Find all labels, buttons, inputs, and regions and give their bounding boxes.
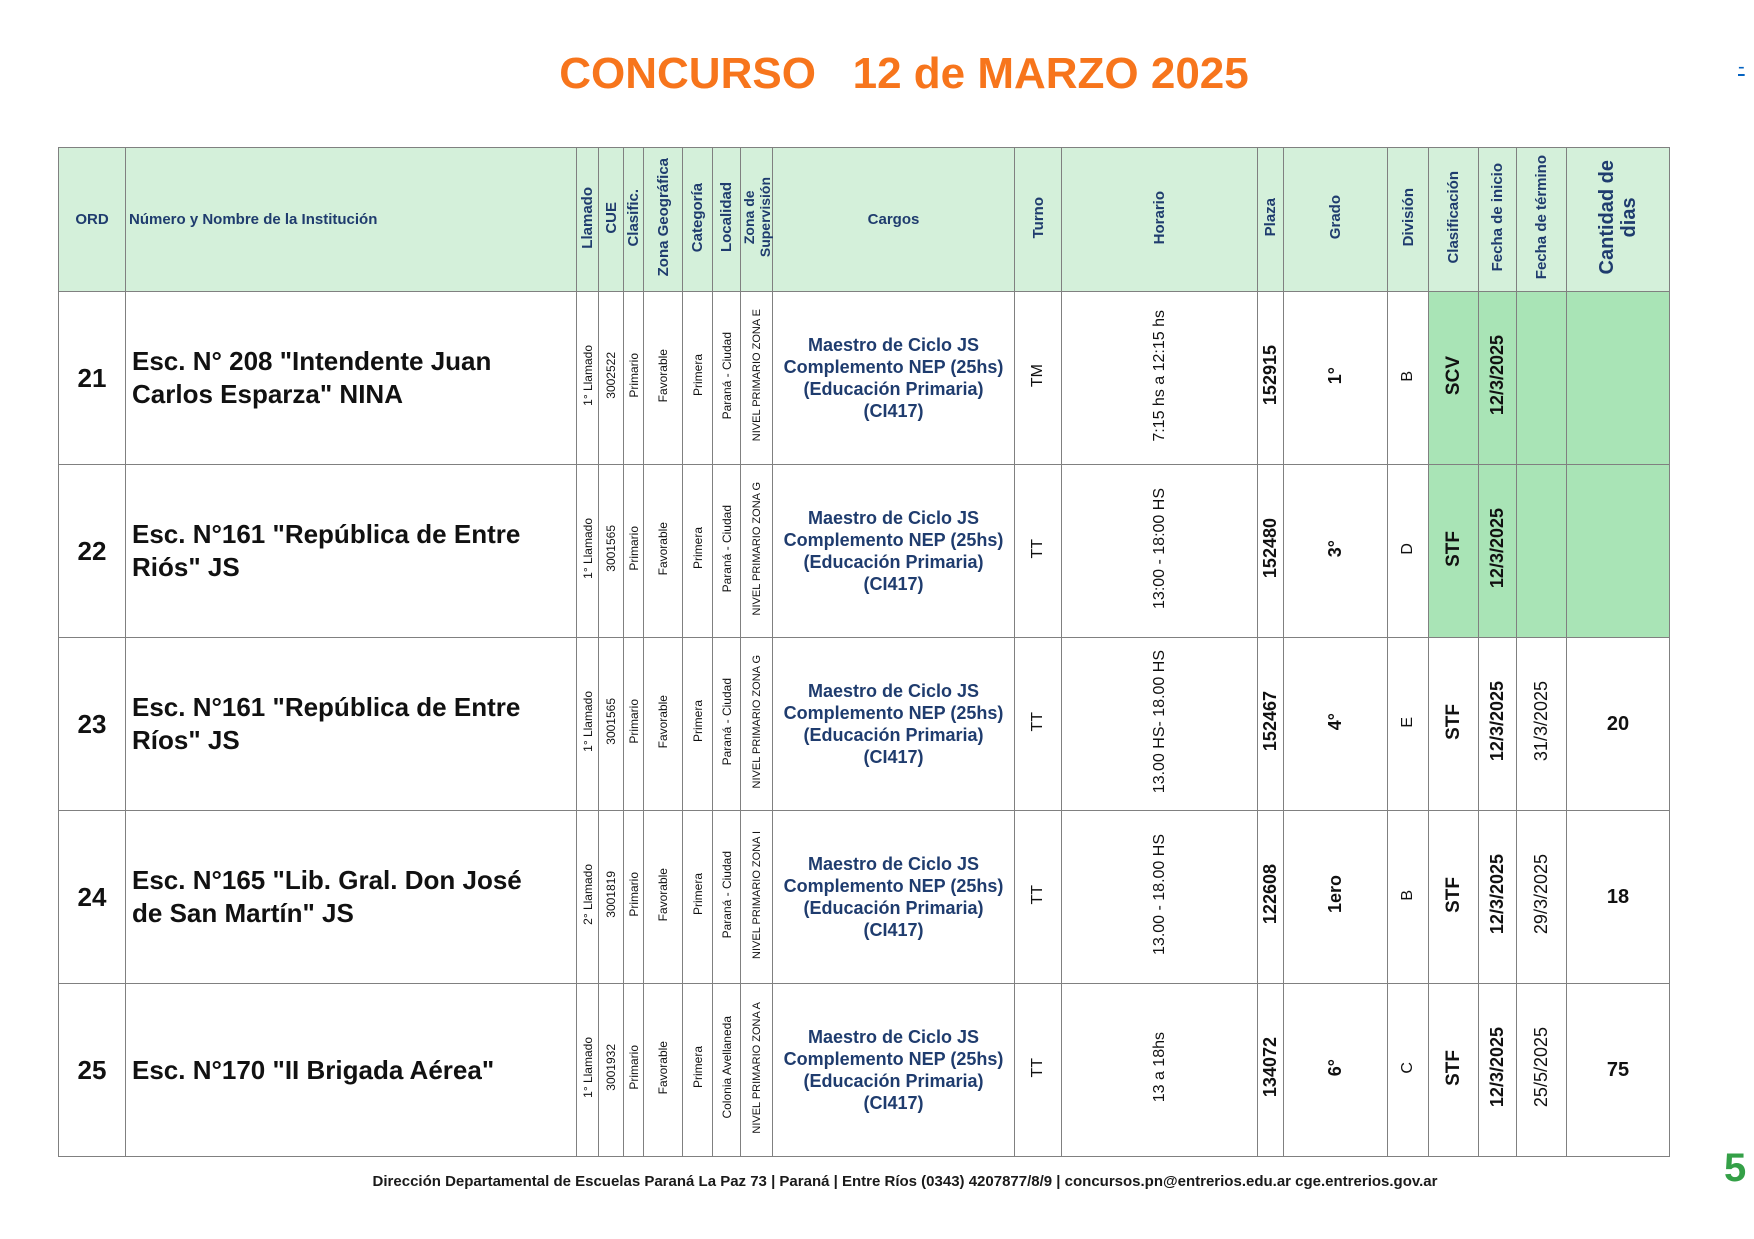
header-cue (599, 148, 624, 292)
division-cell (1388, 292, 1429, 465)
zona-geografica-value: Favorable (656, 694, 670, 749)
clasific-cell (624, 638, 644, 811)
header-grado (1284, 148, 1388, 292)
ord-number: 25 (77, 1054, 107, 1085)
fecha-inicio-value: 12/3/2025 (1487, 681, 1507, 762)
clasific-cell (624, 811, 644, 984)
cue-value: 3002522 (604, 352, 618, 399)
header-clasific-label: Clasific. (625, 188, 642, 247)
llamado-value: 1° Llamado (580, 345, 595, 406)
cargo-line: (CI417) (863, 747, 924, 767)
clasific-cell (624, 292, 644, 465)
plaza-cell (1258, 465, 1284, 638)
header-turno-label: Turno (1029, 196, 1047, 239)
horario-cell (1062, 292, 1258, 465)
header-llamado-label: Llamado (579, 186, 596, 249)
institution-cell (126, 292, 577, 465)
institution-name-line: Riós" JS (132, 552, 240, 582)
header-zona-supervision-line: Supervisión (757, 177, 773, 258)
cantidad-dias-cell (1567, 638, 1670, 811)
categoria-value: Primera (690, 1046, 705, 1089)
cue-cell (599, 984, 624, 1157)
zona-supervision-value: NIVEL PRIMARIO ZONA I (750, 830, 763, 959)
localidad-value: Paraná - Ciudad (719, 850, 734, 939)
cargo-line: Maestro de Ciclo JS (807, 681, 980, 701)
institution-name-line: Esc. N°170 "II Brigada Aérea" (132, 1054, 495, 1085)
horario-value: 13.00 - 18.00 HS (1150, 834, 1168, 955)
institution-cell (126, 984, 577, 1157)
header-institucion (126, 148, 577, 292)
ord-cell (59, 638, 126, 811)
grado-value: 6° (1325, 1058, 1345, 1077)
cargo-line: (Educación Primaria) (803, 725, 984, 745)
cargo-cell (773, 984, 1015, 1157)
plaza-cell (1258, 638, 1284, 811)
cargo-line: (Educación Primaria) (803, 1071, 984, 1091)
cue-value: 3001565 (604, 698, 618, 745)
ord-cell (59, 292, 126, 465)
table-row (59, 984, 1670, 1157)
header-cargos-label: Cargos (867, 211, 920, 228)
institution-name-line: Esc. N°161 "República de Entre (132, 692, 521, 722)
corner-link[interactable]: - (1738, 56, 1745, 78)
header-grado-label: Grado (1327, 195, 1344, 240)
fecha-termino-cell (1517, 984, 1567, 1157)
division-value: D (1399, 543, 1416, 555)
plaza-value: 122608 (1260, 864, 1280, 925)
localidad-value: Paraná - Ciudad (719, 331, 734, 420)
header-localidad (713, 148, 741, 292)
header-turno (1015, 148, 1062, 292)
concurso-table (58, 147, 1670, 1157)
fecha-termino-cell (1517, 811, 1567, 984)
header-fecha-termino (1517, 148, 1567, 292)
clasificacion-cell (1429, 811, 1479, 984)
horario-value: 13 a 18hs (1150, 1032, 1168, 1103)
fecha-inicio-value: 12/3/2025 (1487, 335, 1507, 416)
llamado-value: 2° Llamado (580, 864, 595, 925)
fecha-inicio-cell (1479, 465, 1517, 638)
header-zona-supervision-label (741, 177, 773, 257)
cargo-line: (Educación Primaria) (803, 898, 984, 918)
clasificacion-cell (1429, 984, 1479, 1157)
grado-value: 1° (1325, 366, 1345, 385)
fecha-termino-value: 25/5/2025 (1531, 1027, 1551, 1108)
clasificacion-value: STF (1442, 876, 1464, 913)
cargo-cell (773, 811, 1015, 984)
header-division (1388, 148, 1429, 292)
clasific-value: Primario (626, 353, 641, 398)
division-cell (1388, 465, 1429, 638)
categoria-value: Primera (690, 873, 705, 916)
categoria-value: Primera (690, 527, 705, 570)
table-row (59, 811, 1670, 984)
clasific-value: Primario (626, 699, 641, 744)
cantidad-dias-cell (1567, 811, 1670, 984)
categoria-cell (683, 465, 713, 638)
turno-cell (1015, 292, 1062, 465)
horario-cell (1062, 638, 1258, 811)
fecha-termino-cell (1517, 465, 1567, 638)
cargo-line: (Educación Primaria) (803, 379, 984, 399)
header-localidad-label: Localidad (718, 182, 735, 253)
header-fecha-inicio-label: Fecha de inicio (1489, 163, 1506, 272)
header-ord (59, 148, 126, 292)
division-value: B (1399, 371, 1416, 382)
turno-value: TT (1029, 538, 1046, 559)
localidad-cell (713, 465, 741, 638)
zona-geografica-value: Favorable (656, 348, 670, 403)
horario-cell (1062, 465, 1258, 638)
header-row (59, 148, 1670, 292)
cue-value: 3001819 (604, 871, 618, 918)
plaza-cell (1258, 292, 1284, 465)
ord-number: 23 (77, 708, 107, 739)
turno-cell (1015, 465, 1062, 638)
llamado-cell (577, 984, 599, 1157)
cantidad-dias-value: 18 (1606, 885, 1630, 908)
zona-supervision-cell (741, 638, 773, 811)
header-cantidad-dias-label (1596, 160, 1640, 274)
zona-supervision-value: NIVEL PRIMARIO ZONA G (750, 654, 763, 789)
ord-number: 22 (77, 535, 107, 566)
categoria-cell (683, 811, 713, 984)
zona-geografica-cell (644, 638, 683, 811)
localidad-value: Paraná - Ciudad (719, 677, 734, 766)
clasificacion-cell (1429, 638, 1479, 811)
footer-contact: Dirección Departamental de Escuelas Paraná La Paz 73 | Paraná | Entre Ríos (0343) 4207877/8/9 | concursos.pn@entrerios.edu.ar cge.entrerios.gov.ar (372, 1173, 1438, 1190)
clasificacion-cell (1429, 292, 1479, 465)
clasificacion-value: STF (1442, 1049, 1464, 1086)
grado-cell (1284, 465, 1388, 638)
cue-value: 3001932 (604, 1044, 618, 1091)
cargo-line: Maestro de Ciclo JS (807, 1027, 980, 1047)
cargo-line: (Educación Primaria) (803, 552, 984, 572)
grado-cell (1284, 811, 1388, 984)
grado-cell (1284, 638, 1388, 811)
clasificacion-value: STF (1442, 703, 1464, 740)
cargo-line: (CI417) (863, 1093, 924, 1113)
zona-supervision-cell (741, 465, 773, 638)
header-clasificacion (1429, 148, 1479, 292)
header-cargos (773, 148, 1015, 292)
institution-name-line: Esc. N° 208 "Intendente Juan (132, 346, 492, 376)
horario-value: 13:00 - 18:00 HS (1150, 488, 1168, 609)
institution-name-line: Carlos Esparza" NINA (132, 379, 403, 409)
fecha-inicio-cell (1479, 638, 1517, 811)
zona-supervision-value: NIVEL PRIMARIO ZONA G (750, 481, 763, 616)
division-cell (1388, 638, 1429, 811)
zona-geografica-value: Favorable (656, 867, 670, 922)
ord-number: 21 (77, 362, 107, 393)
horario-value: 13.00 HS- 18.00 HS (1150, 649, 1168, 794)
cue-cell (599, 292, 624, 465)
institution-cell (126, 811, 577, 984)
clasific-cell (624, 984, 644, 1157)
header-cue-label: CUE (602, 201, 620, 234)
cargo-line: Maestro de Ciclo JS (807, 854, 980, 874)
institution-cell (126, 465, 577, 638)
localidad-cell (713, 811, 741, 984)
cantidad-dias-cell (1567, 984, 1670, 1157)
horario-cell (1062, 984, 1258, 1157)
ord-cell (59, 465, 126, 638)
cue-cell (599, 811, 624, 984)
llamado-cell (577, 465, 599, 638)
cargo-line: Complemento NEP (25hs) (783, 703, 1004, 723)
table-row (59, 638, 1670, 811)
turno-cell (1015, 984, 1062, 1157)
zona-supervision-cell (741, 292, 773, 465)
header-zona-supervision-line: Zona de (741, 190, 757, 245)
header-ord-label: ORD (75, 211, 109, 228)
zona-geografica-cell (644, 292, 683, 465)
zona-supervision-cell (741, 984, 773, 1157)
cargo-cell (773, 638, 1015, 811)
zona-geografica-value: Favorable (656, 521, 670, 576)
categoria-cell (683, 292, 713, 465)
horario-cell (1062, 811, 1258, 984)
llamado-cell (577, 292, 599, 465)
ord-number: 24 (77, 881, 107, 912)
cantidad-dias-value: 20 (1606, 712, 1630, 735)
llamado-cell (577, 638, 599, 811)
zona-supervision-value: NIVEL PRIMARIO ZONA E (750, 309, 763, 442)
header-categoria (683, 148, 713, 292)
clasificacion-value: STF (1442, 530, 1464, 567)
llamado-value: 1° Llamado (580, 1037, 595, 1098)
fecha-termino-cell (1517, 292, 1567, 465)
cue-cell (599, 465, 624, 638)
division-value: E (1399, 717, 1416, 728)
table-row (59, 465, 1670, 638)
cantidad-dias-cell (1567, 292, 1670, 465)
localidad-value: Paraná - Ciudad (719, 504, 734, 593)
zona-geografica-cell (644, 811, 683, 984)
localidad-cell (713, 292, 741, 465)
institution-name-line: de San Martín" JS (132, 898, 354, 928)
ord-cell (59, 984, 126, 1157)
llamado-cell (577, 811, 599, 984)
page-title: CONCURSO 12 de MARZO 2025 (559, 49, 1249, 98)
institution-name-line: Esc. N°165 "Lib. Gral. Don José (132, 865, 522, 895)
clasific-value: Primario (626, 1045, 641, 1090)
plaza-cell (1258, 984, 1284, 1157)
cargo-line: Complemento NEP (25hs) (783, 530, 1004, 550)
cargo-line: (CI417) (863, 574, 924, 594)
plaza-value: 152915 (1260, 345, 1280, 406)
header-llamado (577, 148, 599, 292)
cargo-line: Complemento NEP (25hs) (783, 1049, 1004, 1069)
grado-value: 3° (1325, 539, 1345, 558)
header-zona-geografica (644, 148, 683, 292)
institution-name-line: Esc. N°161 "República de Entre (132, 519, 521, 549)
header-cantidad-dias-line: dias (1618, 197, 1640, 238)
fecha-inicio-value: 12/3/2025 (1487, 508, 1507, 589)
plaza-value: 134072 (1260, 1037, 1280, 1098)
localidad-cell (713, 638, 741, 811)
table-row (59, 292, 1670, 465)
plaza-value: 152480 (1260, 518, 1280, 579)
zona-geografica-cell (644, 465, 683, 638)
header-plaza (1258, 148, 1284, 292)
zona-geografica-value: Favorable (656, 1040, 670, 1095)
header-fecha-inicio (1479, 148, 1517, 292)
zona-supervision-value: NIVEL PRIMARIO ZONA A (750, 1001, 763, 1134)
header-clasificacion-label: Clasificación (1445, 171, 1462, 264)
turno-value: TT (1029, 711, 1046, 732)
cargo-line: Complemento NEP (25hs) (783, 357, 1004, 377)
turno-value: TM (1029, 363, 1046, 388)
categoria-cell (683, 984, 713, 1157)
cargo-line: Maestro de Ciclo JS (807, 335, 980, 355)
institution-name-line: Ríos" JS (132, 725, 240, 755)
division-value: C (1399, 1062, 1416, 1074)
llamado-value: 1° Llamado (580, 691, 595, 752)
cargo-cell (773, 292, 1015, 465)
plaza-cell (1258, 811, 1284, 984)
fecha-inicio-cell (1479, 811, 1517, 984)
localidad-value: Colonia Avellaneda (719, 1016, 734, 1119)
zona-geografica-cell (644, 984, 683, 1157)
header-fecha-termino-label: Fecha de término (1533, 155, 1550, 280)
header-cantidad-dias (1567, 148, 1670, 292)
header-horario-label: Horario (1151, 190, 1168, 245)
page-number: 5 (1724, 1146, 1747, 1190)
fecha-termino-cell (1517, 638, 1567, 811)
fecha-inicio-value: 12/3/2025 (1487, 1027, 1507, 1108)
cargo-line: Maestro de Ciclo JS (807, 508, 980, 528)
localidad-cell (713, 984, 741, 1157)
clasific-cell (624, 465, 644, 638)
categoria-value: Primera (690, 354, 705, 397)
header-categoria-label: Categoría (689, 182, 706, 253)
fecha-inicio-cell (1479, 984, 1517, 1157)
clasific-value: Primario (626, 872, 641, 917)
grado-cell (1284, 292, 1388, 465)
fecha-inicio-cell (1479, 292, 1517, 465)
cargo-line: (CI417) (863, 920, 924, 940)
cargo-line: Complemento NEP (25hs) (783, 876, 1004, 896)
cantidad-dias-value: 75 (1606, 1058, 1630, 1081)
grado-value: 1ero (1325, 875, 1345, 914)
header-zona-supervision (741, 148, 773, 292)
header-cantidad-dias-line: Cantidad de (1596, 160, 1618, 275)
header-horario (1062, 148, 1258, 292)
institution-cell (126, 638, 577, 811)
cue-value: 3001565 (604, 525, 618, 572)
categoria-value: Primera (690, 700, 705, 743)
header-institucion-label: Número y Nombre de la Institución (129, 211, 378, 228)
ord-cell (59, 811, 126, 984)
turno-cell (1015, 638, 1062, 811)
categoria-cell (683, 638, 713, 811)
clasificacion-cell (1429, 465, 1479, 638)
plaza-value: 152467 (1260, 691, 1280, 752)
header-zona-geografica-label: Zona Geográfica (654, 158, 672, 277)
division-cell (1388, 811, 1429, 984)
division-value: B (1399, 890, 1416, 901)
header-plaza-label: Plaza (1262, 198, 1279, 237)
division-cell (1388, 984, 1429, 1157)
llamado-value: 1° Llamado (580, 518, 595, 579)
fecha-termino-value: 29/3/2025 (1531, 854, 1551, 935)
fecha-inicio-value: 12/3/2025 (1487, 854, 1507, 935)
zona-supervision-cell (741, 811, 773, 984)
cargo-line: (CI417) (863, 401, 924, 421)
header-division-label: División (1399, 188, 1417, 247)
grado-cell (1284, 984, 1388, 1157)
table-body (59, 292, 1670, 1157)
cue-cell (599, 638, 624, 811)
cargo-cell (773, 465, 1015, 638)
horario-value: 7:15 hs a 12:15 hs (1150, 309, 1168, 442)
fecha-termino-value: 31/3/2025 (1531, 681, 1551, 762)
turno-cell (1015, 811, 1062, 984)
turno-value: TT (1029, 884, 1046, 905)
grado-value: 4° (1325, 712, 1345, 731)
clasificacion-value: SCV (1442, 355, 1464, 396)
clasific-value: Primario (626, 526, 641, 571)
cantidad-dias-cell (1567, 465, 1670, 638)
turno-value: TT (1029, 1057, 1046, 1078)
header-clasific (624, 148, 644, 292)
